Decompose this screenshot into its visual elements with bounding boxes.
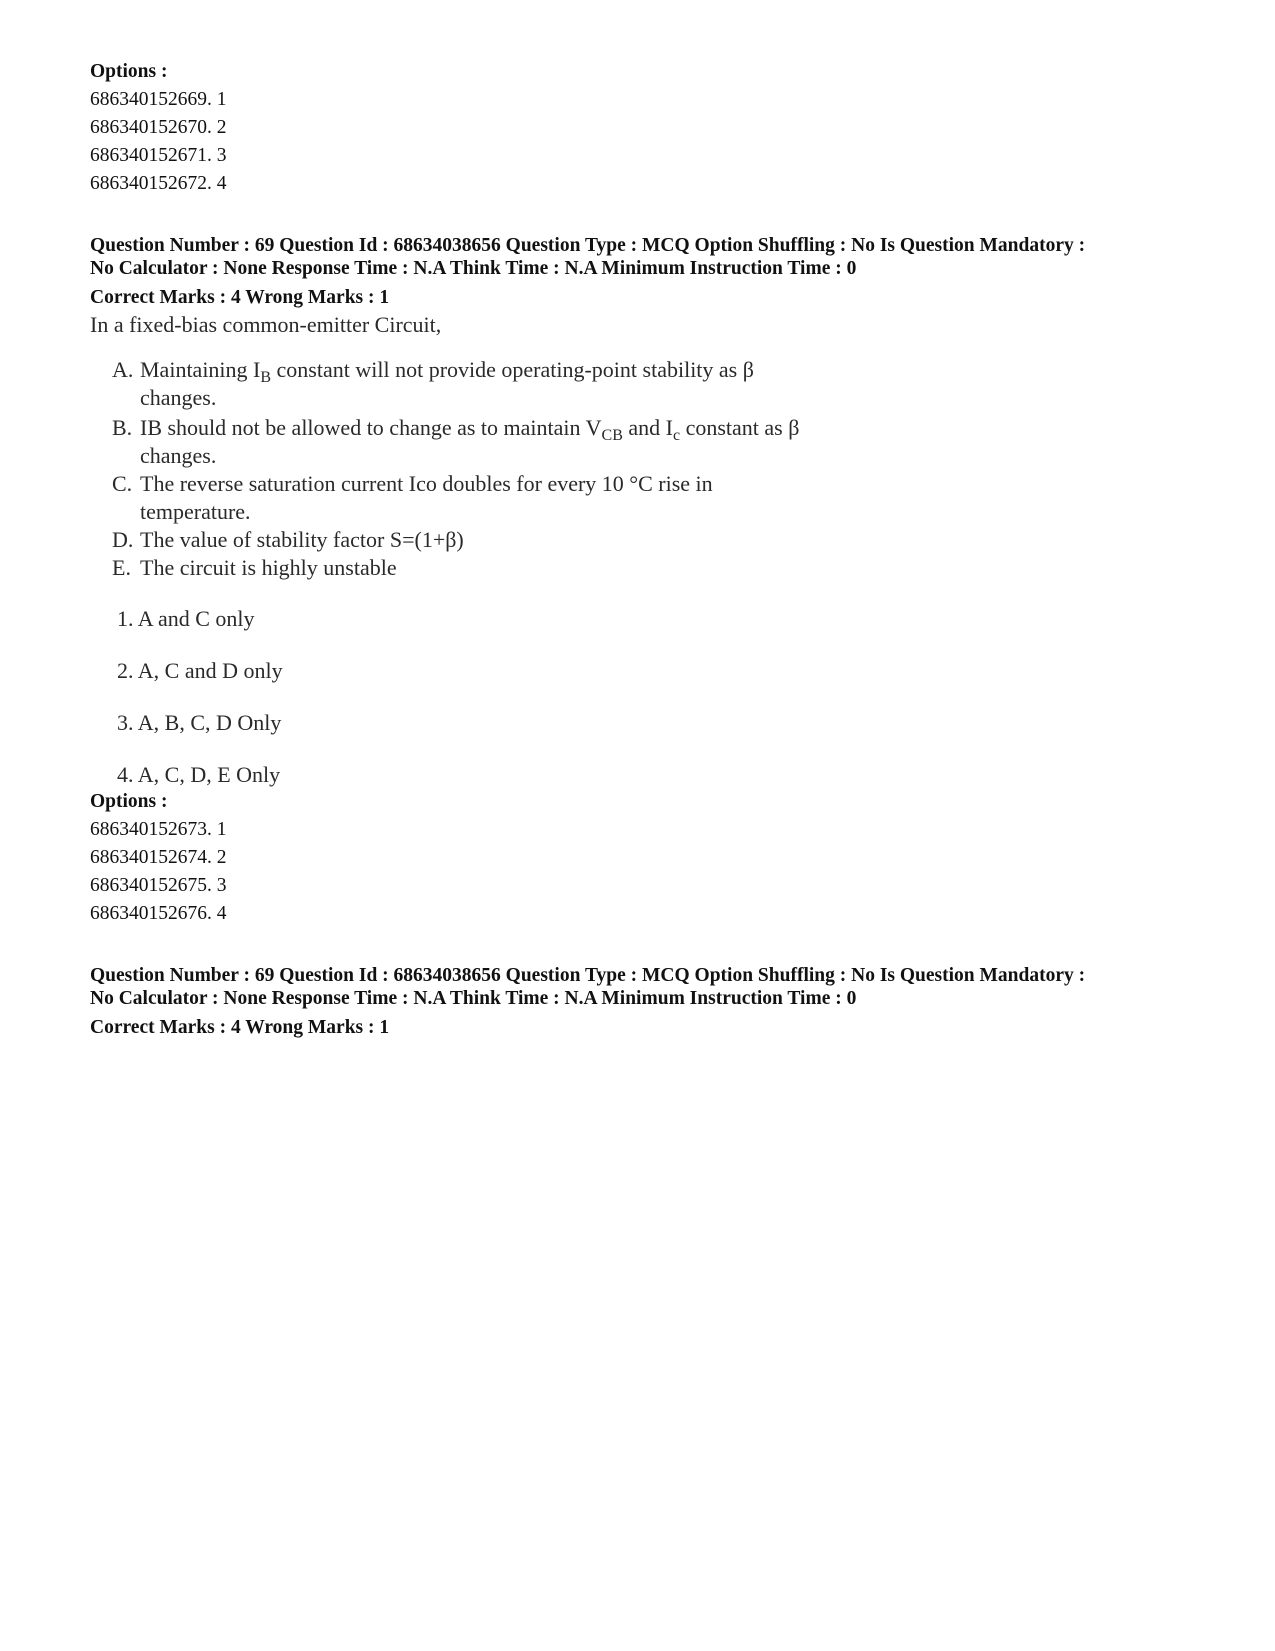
- spacer: [90, 928, 1200, 964]
- question-block-next: [90, 964, 1200, 1042]
- question-meta-line-1: Question Number : 69 Question Id : 68634038656 Question Type : MCQ Option Shuffling : No Is Question Mandatory :: [90, 965, 1086, 986]
- option-item: 686340152676. 4: [90, 903, 227, 924]
- question-marks: Correct Marks : 4 Wrong Marks : 1: [90, 287, 390, 308]
- options-block-previous: [90, 58, 1200, 198]
- option-item: 686340152671. 3: [90, 145, 227, 166]
- option-item: 686340152669. 1: [90, 89, 227, 110]
- answer-choice: 4. A, C, D, E Only: [117, 762, 281, 787]
- options-heading: Options :: [90, 791, 168, 812]
- question-meta-line-2: No Calculator : None Response Time : N.A Think Time : N.A Minimum Instruction Time : 0: [90, 258, 857, 279]
- answer-choice: 1. A and C only: [117, 606, 255, 631]
- statement-c: C. The reverse saturation current Ico doubles for every 10 °C rise in temperature.: [112, 471, 713, 524]
- statement-list: [112, 356, 1200, 582]
- question-marks: Correct Marks : 4 Wrong Marks : 1: [90, 1017, 390, 1038]
- question-meta-line-1: Question Number : 69 Question Id : 68634038656 Question Type : MCQ Option Shuffling : No Is Question Mandatory :: [90, 235, 1086, 256]
- answer-choices: [117, 604, 1200, 790]
- statement-e: E. The circuit is highly unstable: [112, 555, 397, 580]
- statement-b: B. IB should not be allowed to change as to maintain $V_{CB}$ and $I_c$ constant as β changes.: [112, 415, 800, 468]
- option-item: 686340152675. 3: [90, 875, 227, 896]
- statement-d: D. The value of stability factor S=(1+β): [112, 527, 464, 552]
- spacer: [90, 198, 1200, 234]
- option-item: 686340152674. 2: [90, 847, 227, 868]
- options-heading: Options :: [90, 61, 168, 82]
- option-item: 686340152673. 1: [90, 819, 227, 840]
- question-meta-line-2: No Calculator : None Response Time : N.A Think Time : N.A Minimum Instruction Time : 0: [90, 988, 857, 1009]
- option-item: 686340152670. 2: [90, 117, 227, 138]
- question-intro: In a fixed-bias common-emitter Circuit,: [90, 312, 442, 337]
- option-item: 686340152672. 4: [90, 173, 227, 194]
- document-page: [90, 58, 1200, 1042]
- statement-a: A. Maintaining $I_B$ constant will not provide operating-point stability as β changes.: [112, 357, 754, 410]
- answer-choice: 2. A, C and D only: [117, 658, 283, 683]
- question-block: [90, 234, 1200, 928]
- answer-choice: 3. A, B, C, D Only: [117, 710, 282, 735]
- question-image: [90, 310, 1200, 790]
